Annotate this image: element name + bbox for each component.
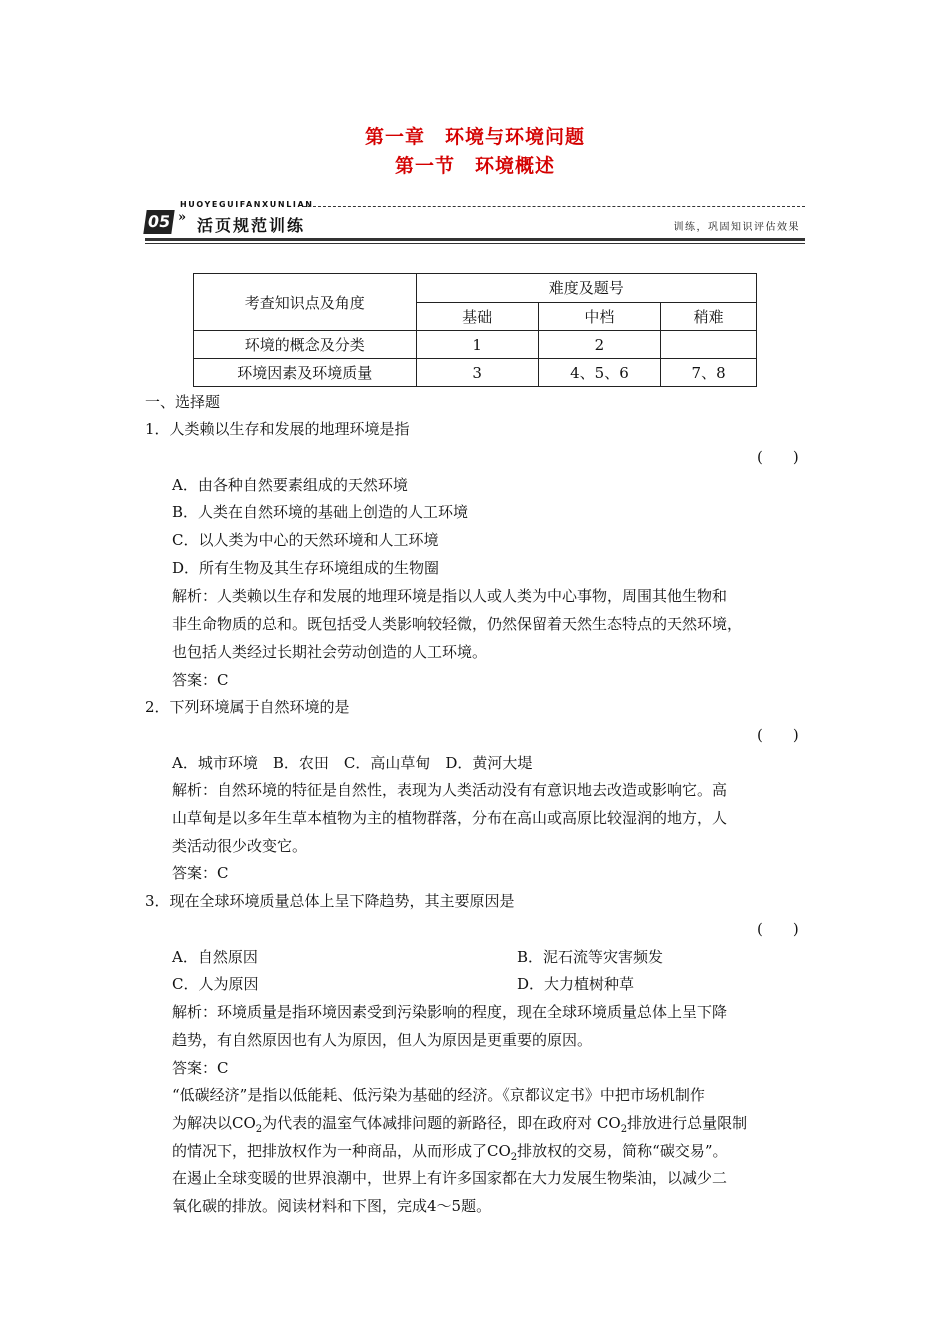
answer-line: 答案：C xyxy=(172,864,229,882)
table-cell: 7、8 xyxy=(661,359,757,387)
material-text: 为代表的温室气体减排问题的新路径，即在政府对 CO xyxy=(262,1114,621,1132)
option: A．由各种自然要素组成的天然环境 xyxy=(172,476,408,494)
banner-slogan: 训练，巩固知识评估效果 xyxy=(673,222,800,233)
table-corner-header: 考查知识点及角度 xyxy=(194,274,417,331)
analysis-line: 解析：人类赖以生存和发展的地理环境是指以人或人类为中心事物，周围其他生物和 xyxy=(172,587,728,605)
material-line xyxy=(172,1140,728,1169)
banner-divider-top xyxy=(303,206,805,207)
table-cell: 4、5、6 xyxy=(538,359,661,387)
material-line: 在遏止全球变暖的世界浪潮中，世界上有许多国家都在大力发展生物柴油，以减少二 xyxy=(172,1169,728,1187)
knowledge-table xyxy=(193,273,757,387)
question-stem: 3．现在全球环境质量总体上呈下降趋势，其主要原因是 xyxy=(145,892,515,910)
analysis-line: 解析：自然环境的特征是自然性，表现为人类活动没有有意识地去改造或影响它。高 xyxy=(172,781,728,799)
subscript: 2 xyxy=(255,1124,263,1135)
option: A．城市环境 B．农田 C．高山草甸 D．黄河大堤 xyxy=(172,754,533,772)
table-column-header: 中档 xyxy=(538,302,661,331)
section-heading: 一、选择题 xyxy=(145,393,221,411)
banner-title: 活页规范训练 xyxy=(197,216,306,235)
analysis-line: 非生命物质的总和。既包括受人类影响较轻微，仍然保留着天然生态特点的天然环境， xyxy=(172,615,743,633)
option: B．泥石流等灾害频发 xyxy=(517,948,664,966)
material-line: “低碳经济”是指以低能耗、低污染为基础的经济。《京都议定书》中把市场机制作 xyxy=(172,1086,705,1104)
practice-banner xyxy=(145,200,805,240)
answer-paren: ( ) xyxy=(757,726,799,744)
subscript: 2 xyxy=(510,1152,518,1163)
material-line xyxy=(172,1112,747,1141)
analysis-line: 趋势，有自然原因也有人为原因，但人为原因是更重要的原因。 xyxy=(172,1031,593,1049)
chapter-title: 第一章 环境与环境问题 xyxy=(364,126,585,148)
section-title: 第一节 环境概述 xyxy=(394,155,555,177)
option: D．大力植树种草 xyxy=(517,975,635,993)
table-cell: 环境因素及环境质量 xyxy=(194,359,417,387)
subscript: 2 xyxy=(620,1124,628,1135)
banner-divider-bottom xyxy=(145,238,805,241)
material-text: 排放权的交易，简称“碳交易”。 xyxy=(517,1142,728,1160)
option: A．自然原因 xyxy=(172,948,258,966)
option: B．人类在自然环境的基础上创造的人工环境 xyxy=(172,503,469,521)
answer-paren: ( ) xyxy=(757,920,799,938)
table-cell: 3 xyxy=(416,359,538,387)
material-text: 排放进行总量限制 xyxy=(627,1114,748,1132)
table-column-header: 基础 xyxy=(416,302,538,331)
table-row xyxy=(194,331,757,359)
table-group-header: 难度及题号 xyxy=(416,274,756,303)
analysis-line: 山草甸是以多年生草本植物为主的植物群落，分布在高山或高原比较湿润的地方，人 xyxy=(172,809,728,827)
banner-pinyin: HUOYEGUIFANXUNLIAN xyxy=(180,200,314,209)
table-cell: 1 xyxy=(416,331,538,359)
option: C．以人类为中心的天然环境和人工环境 xyxy=(172,531,439,549)
table-row xyxy=(194,359,757,387)
banner-divider-bottom-thin xyxy=(145,243,805,244)
answer-paren: ( ) xyxy=(757,448,799,466)
double-chevron-icon: » xyxy=(178,210,187,225)
table-cell xyxy=(661,331,757,359)
option: C．人为原因 xyxy=(172,975,259,993)
table-column-header: 稍难 xyxy=(661,302,757,331)
table-cell: 2 xyxy=(538,331,661,359)
material-text: 的情况下，把排放权作为一种商品，从而形成了CO xyxy=(172,1142,511,1160)
material-line: 氧化碳的排放。阅读材料和下图，完成4～5题。 xyxy=(172,1197,492,1215)
banner-number: 05 xyxy=(143,210,174,234)
material-text: 为解决以CO xyxy=(172,1114,256,1132)
option: D．所有生物及其生存环境组成的生物圈 xyxy=(172,559,440,577)
question-stem: 2．下列环境属于自然环境的是 xyxy=(145,698,350,716)
analysis-line: 解析：环境质量是指环境因素受到污染影响的程度，现在全球环境质量总体上呈下降 xyxy=(172,1003,728,1021)
analysis-line: 类活动很少改变它。 xyxy=(172,837,308,855)
answer-line: 答案：C xyxy=(172,1059,229,1077)
answer-line: 答案：C xyxy=(172,671,229,689)
question-stem: 1．人类赖以生存和发展的地理环境是指 xyxy=(145,420,410,438)
table-cell: 环境的概念及分类 xyxy=(194,331,417,359)
analysis-line: 也包括人类经过长期社会劳动创造的人工环境。 xyxy=(172,643,488,661)
